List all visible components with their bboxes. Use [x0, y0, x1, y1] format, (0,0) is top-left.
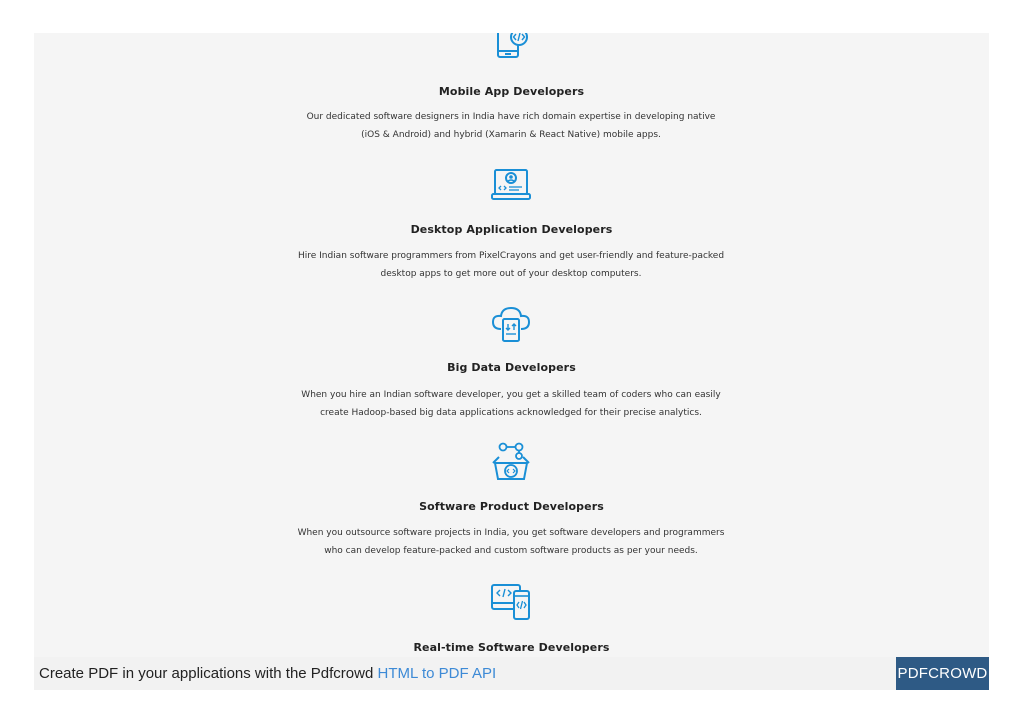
service-title: Big Data Developers — [447, 361, 576, 374]
service-description: When you hire an Indian software developer, you get a skilled team of coders who can easily create Hadoop-based big data applications acknowledged for their precise analytics. — [301, 390, 721, 418]
page-content — [34, 33, 989, 657]
service-description: Hire Indian software programmers from PixelCrayons and get user-friendly and feature-packed desktop apps to get more out of your desktop computers. — [297, 251, 725, 279]
service-title: Desktop Application Developers — [410, 223, 613, 236]
software-product-icon — [489, 439, 533, 483]
pdfcrowd-badge[interactable]: PDFCROWD — [896, 657, 989, 690]
mobile-code-icon — [489, 33, 533, 65]
service-title: Mobile App Developers — [438, 85, 585, 98]
realtime-code-icon — [489, 579, 533, 623]
desktop-developer-icon — [489, 164, 533, 208]
html-to-pdf-api-link[interactable]: HTML to PDF API — [377, 665, 497, 682]
footer-text — [39, 665, 496, 682]
service-title: Real-time Software Developers — [413, 641, 610, 654]
service-description: When you outsource software projects in India, you get software developers and programmers who can develop feature-packed and custom software products as per your needs. — [297, 528, 725, 556]
footer-text-prefix: Create PDF in your applications with the Pdfcrowd — [39, 665, 378, 682]
service-description: Our dedicated software designers in India have rich domain expertise in developing native (iOS & Android) and hybrid (Xamarin & React Native) mobile apps. — [306, 112, 716, 140]
service-title: Software Product Developers — [419, 500, 604, 513]
pdf-footer — [34, 657, 989, 690]
cloud-data-icon — [489, 301, 533, 345]
